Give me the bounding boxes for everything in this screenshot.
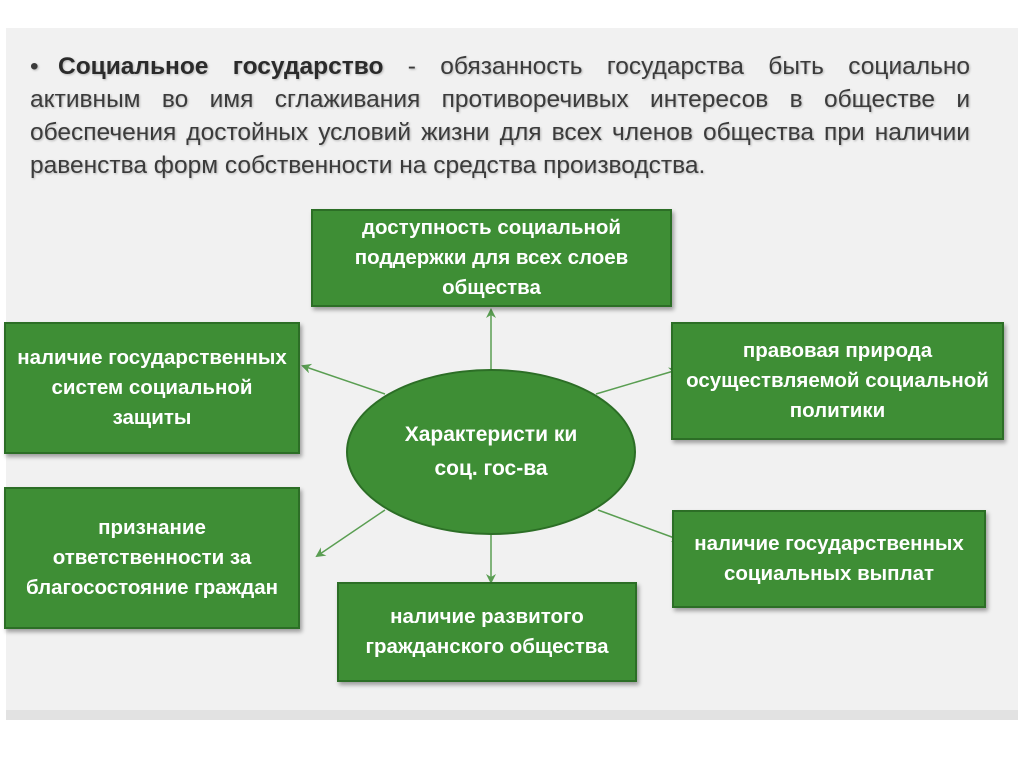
- box-top-label: доступность социальной поддержки для всех слоев общества: [354, 216, 629, 299]
- box-right-upper: [671, 322, 1004, 440]
- box-right-lower-label: наличие государственных социальных выплат: [694, 532, 964, 585]
- center-label: Характеристи ки соц. гос-ва: [404, 423, 578, 480]
- arrow-to-right-lower: [598, 510, 680, 540]
- arrow-to-left-upper: [303, 366, 385, 394]
- box-right-lower: [672, 510, 986, 608]
- box-top: [311, 209, 672, 307]
- box-left-upper: [4, 322, 300, 454]
- box-left-lower-label: признание ответственности за благосостояние граждан: [25, 516, 278, 599]
- box-right-upper-label: правовая природа осуществляемой социальной политики: [686, 339, 989, 422]
- definition-term: Социальное государство: [58, 53, 384, 80]
- arrow-to-right-upper: [596, 370, 677, 394]
- box-left-lower: [4, 487, 300, 629]
- arrow-to-left-lower: [317, 510, 385, 556]
- center-ellipse: [346, 369, 636, 535]
- box-bottom: [337, 582, 637, 682]
- box-left-upper-label: наличие государственных систем социальной защиты: [17, 346, 287, 429]
- definition-text: - обязанность государства быть социально активным во имя сглаживания противоречивых интересов в обществе и обеспечения достойных условий жизни для всех членов общества при наличии равенства форм собственности на средства производства.: [30, 53, 970, 179]
- box-bottom-label: наличие развитого гражданского общества: [365, 605, 609, 658]
- bullet-mark: •: [30, 53, 39, 80]
